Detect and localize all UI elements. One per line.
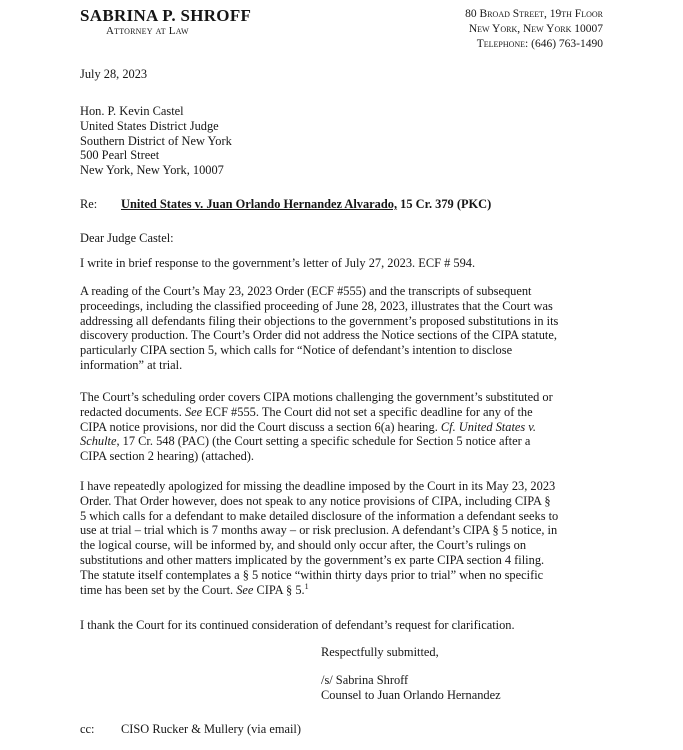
recipient-block — [80, 104, 602, 178]
footnote-mark: 1 — [304, 581, 309, 591]
paragraph-2 — [80, 284, 602, 373]
letter-date: July 28, 2023 — [80, 67, 148, 81]
citation-signal: See — [236, 582, 254, 597]
paragraph-line: The Court’s scheduling order covers CIPA motions challenging the government’s substituted or — [80, 390, 553, 404]
case-citation: Schulte — [80, 434, 117, 449]
address-line-1: 80 Broad Street, 19th Floor — [465, 8, 603, 20]
telephone: Telephone: (646) 763-1490 — [476, 38, 603, 50]
re-case-number: 15 Cr. 379 (PKC) — [400, 197, 492, 211]
paragraph-line: addressing all defendants filing their objections to the government’s proposed substitutions in its — [80, 313, 559, 328]
paragraph-line: 5 which calls for a defendant to make detailed disclosure of the information a defendant seeks to — [80, 508, 559, 523]
paragraph-line: particularly CIPA section 5, which calls for “Notice of defendant’s intention to disclose — [80, 343, 513, 358]
cc-label: cc: — [80, 722, 95, 736]
paragraph-line: I have repeatedly apologized for missing the deadline imposed by the Court in its May 23, 2023 — [80, 479, 556, 493]
re-label: Re: — [80, 197, 98, 211]
signature-role: Counsel to Juan Orlando Hernandez — [321, 687, 501, 702]
address-line-2: New York, New York 10007 — [468, 23, 603, 35]
text-run: ECF #555. The Court did not set a specific deadline for any of the — [202, 404, 533, 419]
text-run: CIPA § 5. — [253, 582, 305, 597]
paragraph-line: information” at trial. — [80, 357, 183, 372]
closing: Respectfully submitted, — [321, 645, 439, 659]
recipient-line: Hon. P. Kevin Castel — [80, 104, 184, 118]
letterhead-title: Attorney at Law — [106, 25, 189, 37]
text-run: , 17 Cr. 548 (PAC) (the Court setting a specific schedule for Section 5 notice after a — [116, 434, 531, 449]
paragraph-line — [80, 583, 602, 598]
paragraph-line: Order. That Order however, does not speak to any notice provisions of CIPA, including CIPA § — [80, 493, 551, 508]
paragraph-line — [80, 420, 602, 435]
cc-recipients: CISO Rucker & Mullery (via email) — [121, 722, 301, 736]
re-line — [121, 197, 491, 212]
recipient-line: 500 Pearl Street — [80, 148, 160, 163]
signature: /s/ Sabrina Shroff — [321, 673, 409, 687]
salutation: Dear Judge Castel: — [80, 231, 174, 245]
recipient-line: New York, New York, 10007 — [80, 163, 224, 178]
paragraph-5: I thank the Court for its continued consideration of defendant’s request for clarification. — [80, 618, 515, 632]
letterhead-name: SABRINA P. SHROFF — [80, 6, 252, 25]
paragraph-line — [80, 405, 602, 420]
paragraph-line — [80, 434, 602, 449]
text-run: CIPA notice provisions, nor did the Court discuss a section 6(a) hearing. — [80, 419, 441, 434]
paragraph-line: The statute itself contemplates a § 5 notice “within thirty days prior to trial” when no specific — [80, 567, 544, 582]
paragraph-line: A reading of the Court’s May 23, 2023 Order (ECF #555) and the transcripts of subsequent — [80, 284, 532, 298]
paragraph-line: substitutions and other matters implicated by the government’s ex parte CIPA section 4 filing. — [80, 552, 545, 567]
recipient-line: United States District Judge — [80, 118, 219, 133]
paragraph-line: use at trial – trial which is 7 months away – or risk preclusion. A defendant’s CIPA § 5 notice, in — [80, 523, 558, 538]
text-run: redacted documents. — [80, 404, 185, 419]
text-run: time has been set by the Court. — [80, 582, 237, 597]
paragraph-line: CIPA section 2 hearing) (attached). — [80, 449, 254, 464]
paragraph-1: I write in brief response to the government’s letter of July 27, 2023. ECF # 594. — [80, 256, 476, 270]
letterhead-address — [465, 7, 603, 52]
paragraph-line: proceedings, including the classified proceeding of June 28, 2023, illustrates that the Court was — [80, 298, 553, 313]
paragraph-line: the logical course, will be informed by, and should only occur after, the Court’s rulings on — [80, 538, 527, 553]
paragraph-line: discovery production. The Court’s Order did not address the Notice sections of the CIPA statute, — [80, 328, 557, 343]
citation-signal: See — [184, 404, 203, 419]
re-case-name: United States v. Juan Orlando Hernandez Alvarado, — [121, 197, 398, 211]
recipient-line: Southern District of New York — [80, 133, 232, 148]
signature-block — [321, 673, 501, 703]
paragraph-3 — [80, 390, 602, 464]
case-citation: Cf. United States v. — [440, 419, 536, 434]
paragraph-4 — [80, 479, 602, 597]
